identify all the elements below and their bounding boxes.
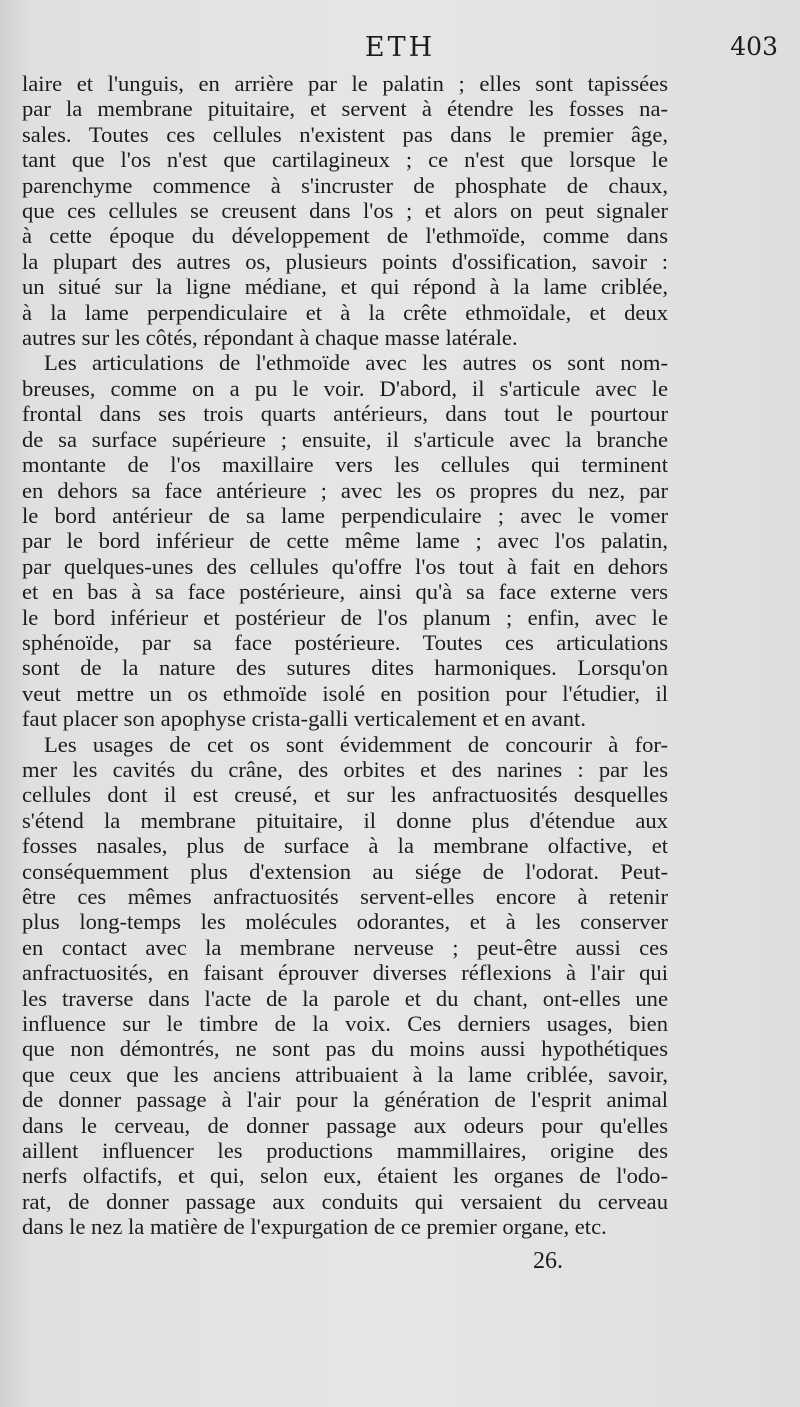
body-text bbox=[22, 71, 668, 1240]
text-line: aillent influencer les productions mammillaires, origine des bbox=[22, 1138, 668, 1164]
text-line: mer les cavités du crâne, des orbites et des narines : par les bbox=[22, 756, 668, 782]
text-line: le bord antérieur de sa lame perpendiculaire ; avec le vomer bbox=[22, 502, 668, 528]
text-line: de donner passage à l'air pour la génération de l'esprit animal bbox=[22, 1087, 668, 1113]
text-line: dans le nez la matière de l'expurgation de ce premier organe, etc. bbox=[22, 1214, 607, 1240]
text-line: que ces cellules se creusent dans l'os ; et alors on peut signaler bbox=[22, 198, 668, 224]
text-line: veut mettre un os ethmoïde isolé en position pour l'étudier, il bbox=[22, 680, 668, 706]
page-header bbox=[22, 32, 778, 62]
text-line: cellules dont il est creusé, et sur les anfractuosités desquelles bbox=[22, 782, 668, 808]
text-line: sont de la nature des sutures dites harmoniques. Lorsqu'on bbox=[22, 655, 668, 681]
text-line: en contact avec la membrane nerveuse ; peut-être aussi ces bbox=[22, 934, 668, 960]
text-line: nerfs olfactifs, et qui, selon eux, étaient les organes de l'odo- bbox=[22, 1163, 668, 1189]
text-line: et en bas à sa face postérieure, ainsi qu'à sa face externe vers bbox=[22, 579, 668, 605]
text-line: être ces mêmes anfractuosités servent-elles encore à retenir bbox=[22, 884, 668, 909]
page-number: 403 bbox=[730, 32, 778, 61]
text-line: breuses, comme on a pu le voir. D'abord, il s'articule avec le bbox=[22, 375, 668, 401]
text-line: par quelques-unes des cellules qu'offre l'os tout à fait en dehors bbox=[22, 553, 668, 579]
text-line: faut placer son apophyse crista-galli verticalement et en avant. bbox=[22, 706, 586, 732]
text-line: que ceux que les anciens attribuaient à la lame criblée, savoir, bbox=[22, 1061, 668, 1087]
text-line: par la membrane pituitaire, et servent à étendre les fosses na- bbox=[22, 96, 668, 122]
text-line: Les usages de cet os sont évidemment de concourir à for- bbox=[44, 731, 668, 757]
text-line: à la lame perpendiculaire et à la crête ethmoïdale, et deux bbox=[22, 299, 668, 325]
text-line: de sa surface supérieure ; ensuite, il s'articule avec la branche bbox=[22, 426, 668, 452]
text-line: sales. Toutes ces cellules n'existent pas dans le premier âge, bbox=[22, 121, 668, 147]
text-line: à cette époque du développement de l'ethmoïde, comme dans bbox=[22, 223, 668, 249]
text-line: en dehors sa face antérieure ; avec les os propres du nez, par bbox=[22, 477, 668, 503]
signature-mark: 26. bbox=[533, 1248, 563, 1274]
text-line: plus long-temps les molécules odorantes, et à les conserver bbox=[22, 909, 668, 935]
text-line: autres sur les côtés, répondant à chaque masse latérale. bbox=[22, 325, 518, 351]
text-line: s'étend la membrane pituitaire, il donne plus d'étendue aux bbox=[22, 807, 668, 833]
text-line: parenchyme commence à s'incruster de phosphate de chaux, bbox=[22, 172, 668, 198]
text-line: dans le cerveau, de donner passage aux odeurs pour qu'elles bbox=[22, 1112, 668, 1138]
text-line: le bord inférieur et postérieur de l'os planum ; enfin, avec le bbox=[22, 604, 668, 630]
text-line: la plupart des autres os, plusieurs points d'ossification, savoir : bbox=[22, 248, 668, 274]
text-line: anfractuosités, en faisant éprouver diverses réflexions à l'air qui bbox=[22, 960, 668, 986]
text-line: conséquemment plus d'extension au siége de l'odorat. Peut- bbox=[22, 858, 668, 884]
text-line: par le bord inférieur de cette même lame ; avec l'os palatin, bbox=[22, 528, 668, 554]
text-line: les traverse dans l'acte de la parole et du chant, ont-elles une bbox=[22, 985, 668, 1011]
text-line: fosses nasales, plus de surface à la membrane olfactive, et bbox=[22, 833, 668, 859]
text-line: que non démontrés, ne sont pas du moins aussi hypothétiques bbox=[22, 1036, 668, 1062]
text-line: laire et l'unguis, en arrière par le palatin ; elles sont tapissées bbox=[22, 71, 668, 96]
text-line: montante de l'os maxillaire vers les cellules qui terminent bbox=[22, 452, 668, 478]
running-head: ETH bbox=[364, 32, 436, 63]
text-line: rat, de donner passage aux conduits qui versaient du cerveau bbox=[22, 1188, 668, 1214]
text-line: un situé sur la ligne médiane, et qui répond à la lame criblée, bbox=[22, 274, 668, 300]
text-line: sphénoïde, par sa face postérieure. Toutes ces articulations bbox=[22, 629, 668, 655]
text-line: Les articulations de l'ethmoïde avec les autres os sont nom- bbox=[44, 350, 668, 376]
text-line: frontal dans ses trois quarts antérieurs, dans tout le pourtour bbox=[22, 401, 668, 427]
text-line: tant que l'os n'est que cartilagineux ; ce n'est que lorsque le bbox=[22, 147, 668, 173]
text-line: influence sur le timbre de la voix. Ces derniers usages, bien bbox=[22, 1011, 668, 1037]
